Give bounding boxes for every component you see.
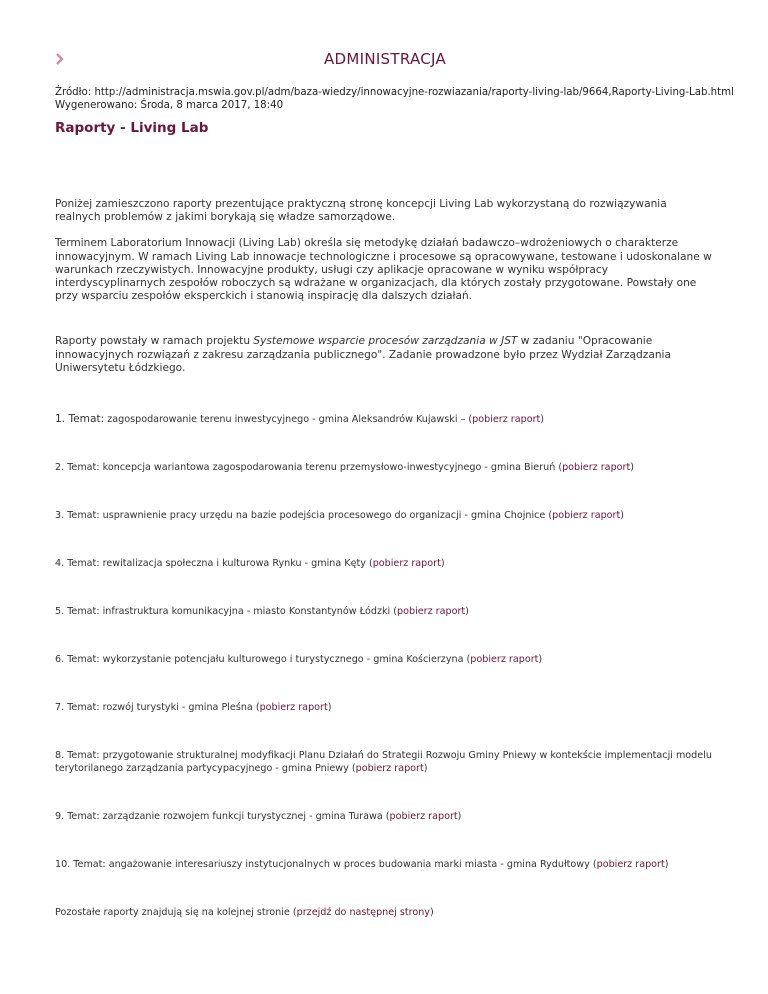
- topic-number: 9. Temat:: [55, 811, 100, 823]
- topic-close-paren: ): [440, 558, 445, 570]
- intro-paragraph-2: Terminem Laboratorium Innowacji (Living Lab) określa się metodykę działań badawczo–wdrożeniowych o charakterze innowacyjnym. W ramach Living Lab innowacje technologiczne i procesowe są opracowywane, testowane i udoskonalane w warunkach rzeczywistych. Innowacyjne produkty, usługi czy aplikacje opracowane w wyniku współpracy interdyscyplinarnych zespołów roboczych są wdrażane w organizacjach, dla których zostały przygotowane. Powstały one przy wsparciu zespołów eksperckich i stanowią inspirację dla dalszych działań.: [55, 237, 712, 303]
- topic-list: [55, 413, 715, 871]
- topic-item: [55, 509, 715, 522]
- topic-description: rozwój turystyki - gmina Pleśna (: [99, 702, 260, 714]
- download-report-link[interactable]: pobierz raport: [389, 811, 458, 823]
- topic-close-paren: ): [327, 702, 332, 714]
- topic-item: [55, 461, 715, 474]
- intro-paragraph-3: [55, 335, 715, 375]
- site-title: ADMINISTRACJA: [323, 50, 447, 68]
- topic-item: [55, 749, 715, 775]
- topic-close-paren: ): [465, 606, 469, 618]
- topic-close-paren: ): [540, 414, 545, 426]
- intro-paragraph-1: Poniżej zamieszczono raporty prezentujące praktyczną stronę koncepcji Living Lab wykorzystaną do rozwiązywania realnych problemów z jakimi borykają się władze samorządowe.: [55, 198, 667, 224]
- topic-number: 10. Temat:: [55, 859, 106, 871]
- intro-paragraph-3-start: Raporty powstały w ramach projektu: [55, 335, 254, 348]
- download-report-link[interactable]: pobierz raport: [562, 462, 631, 474]
- download-report-link[interactable]: pobierz raport: [259, 702, 328, 714]
- topic-number: 5. Temat:: [55, 606, 100, 618]
- topic-item: [55, 858, 715, 871]
- topic-description: przygotowanie strukturalnej modyfikacji Planu Działań do Strategii Rozwoju Gminy Pniewy w kontekście implementacji modelu terytorilanego zarządzania partycypacyjnego - gmina Pniewy (: [55, 750, 712, 775]
- topic-close-paren: ): [630, 462, 634, 474]
- topic-number: 6. Temat:: [55, 654, 100, 666]
- topic-number: 8. Temat:: [55, 750, 100, 762]
- article-content: [55, 198, 715, 919]
- topic-item: [55, 653, 715, 666]
- topic-close-paren: ): [423, 763, 428, 775]
- topic-item: [55, 557, 715, 570]
- topic-description: wykorzystanie potencjału kulturowego i turystycznego - gmina Kościerzyna (: [99, 654, 471, 666]
- topic-item: [55, 605, 715, 618]
- topic-close-paren: ): [538, 654, 543, 666]
- topic-number: 2. Temat:: [55, 462, 100, 474]
- next-page-link[interactable]: przejdź do następnej strony: [296, 907, 430, 919]
- topic-number: 7. Temat:: [55, 702, 100, 714]
- generated-date: Wygenerowano: Środa, 8 marca 2017, 18:40: [55, 100, 284, 111]
- download-report-link[interactable]: pobierz raport: [355, 763, 424, 775]
- download-report-link[interactable]: pobierz raport: [596, 859, 665, 871]
- topic-number: 3. Temat:: [55, 510, 100, 522]
- topic-description: usprawnienie pracy urzędu na bazie podejścia procesowego do organizacji - gmina Chojnice (: [99, 510, 553, 522]
- project-name: Systemowe wsparcie procesów zarządzania w JST: [253, 335, 518, 348]
- topic-number: 4. Temat:: [55, 558, 100, 570]
- download-report-link[interactable]: pobierz raport: [472, 414, 541, 426]
- topic-description: zagospodarowanie terenu inwestycyjnego - gmina Aleksandrów Kujawski – (: [104, 414, 473, 426]
- topic-close-paren: ): [620, 510, 624, 522]
- topic-description: zarządzanie rozwojem funkcji turystycznej - gmina Turawa (: [99, 811, 390, 823]
- document-meta: [55, 86, 735, 112]
- download-report-link[interactable]: pobierz raport: [552, 510, 621, 522]
- download-report-link[interactable]: pobierz raport: [470, 654, 539, 666]
- topic-item: [55, 810, 715, 823]
- intro-paragraph-3-end: w zadaniu "Opracowanie innowacyjnych rozwiązań z zakresu zarządzania publicznego". Zadanie prowadzone było przez Wydział Zarządzania Uniwersytetu Łódzkiego.: [55, 335, 671, 374]
- download-report-link[interactable]: pobierz raport: [397, 606, 466, 618]
- topic-close-paren: ): [457, 811, 462, 823]
- topic-number: 1. Temat:: [55, 413, 105, 426]
- next-page-note: [55, 906, 715, 919]
- topic-close-paren: ): [664, 859, 669, 871]
- topic-description: angażowanie interesariuszy instytucjonalnych w proces budowania marki miasta - gmina Rydułtowy (: [105, 859, 597, 871]
- topic-item: [55, 701, 715, 714]
- next-page-text: Pozostałe raporty znajdują się na kolejnej stronie (: [55, 907, 297, 919]
- topic-description: koncepcja wariantowa zagospodarowania terenu przemysłowo-inwestycyjnego - gmina Bieruń (: [99, 462, 563, 474]
- topic-item: [55, 413, 715, 426]
- topic-description: rewitalizacja społeczna i kulturowa Rynku - gmina Kęty (: [99, 558, 373, 570]
- source-url: Źródło: http://administracja.mswia.gov.pl/adm/baza-wiedzy/innowacyjne-rozwiazania/raporty-living-lab/9664,Raporty-Living-Lab.html: [55, 87, 734, 98]
- topic-description: infrastruktura komunikacyjna - miasto Konstantynów Łódzki (: [99, 606, 398, 618]
- site-header: [55, 50, 715, 72]
- next-page-close: ): [429, 907, 434, 919]
- page-title: Raporty - Living Lab: [55, 120, 209, 136]
- download-report-link[interactable]: pobierz raport: [372, 558, 441, 570]
